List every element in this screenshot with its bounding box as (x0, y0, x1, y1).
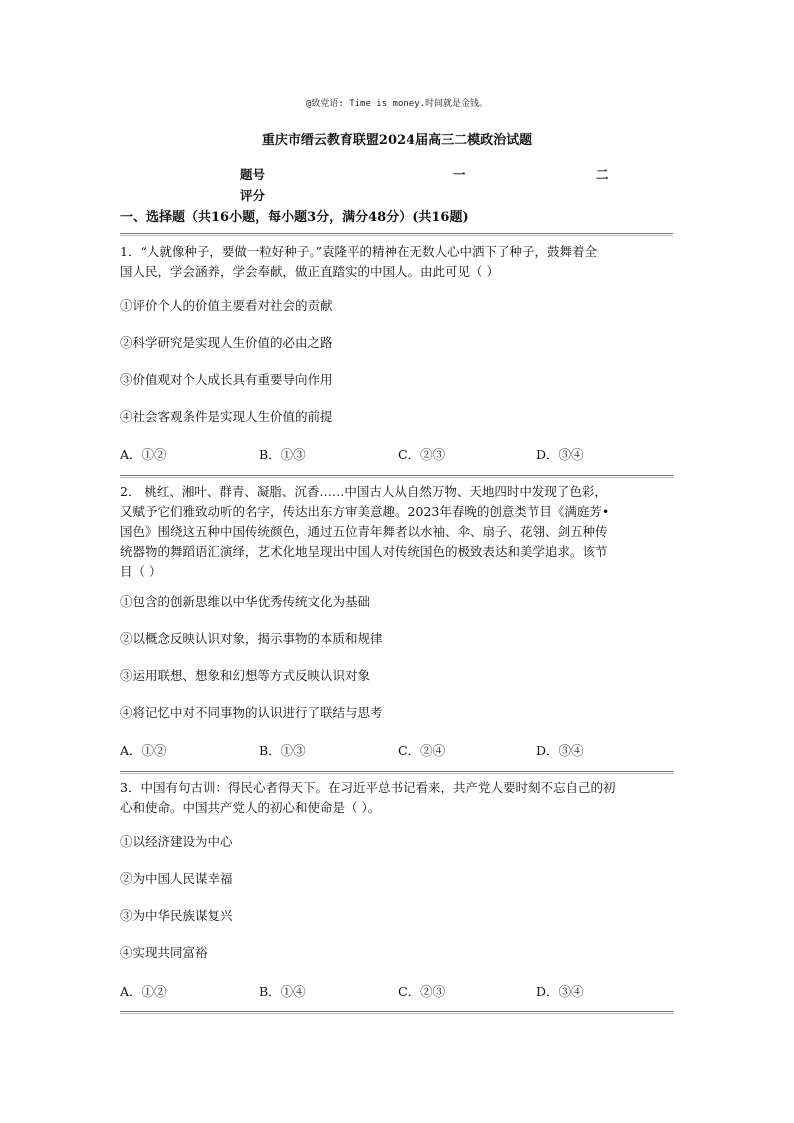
question-3-answer-b[interactable]: B．①④ (259, 984, 306, 999)
question-2-answer-d[interactable]: D．③④ (536, 743, 584, 758)
question-1-option-1: ①评价个人的价值主要看对社会的贡献 (120, 298, 333, 313)
question-2-stem (120, 482, 673, 582)
divider (120, 771, 673, 774)
question-3-answer-a[interactable]: A．①② (120, 984, 167, 999)
divider (120, 475, 673, 478)
question-3-answer-c[interactable]: C．②③ (398, 984, 446, 999)
question-2-stem-line-2: 又赋予它们雅致动听的名字，传达出东方审美意趣。2023年春晚的创意类节目《满庭芳• (120, 504, 610, 519)
question-1-answers (120, 445, 673, 465)
divider (120, 1011, 673, 1014)
question-1-stem (120, 242, 673, 282)
question-1-option-3: ③价值观对个人成长具有重要导向作用 (120, 372, 333, 387)
question-1-option-4: ④社会客观条件是实现人生价值的前提 (120, 409, 333, 424)
page-title: 重庆市缙云教育联盟2024届高三二模政治试题 (261, 133, 533, 148)
question-2-option-1: ①包含的创新思维以中华优秀传统文化为基础 (120, 594, 371, 609)
question-1-option-2: ②科学研究是实现人生价值的必由之路 (120, 335, 333, 350)
question-1-answer-a[interactable]: A．①② (120, 447, 167, 462)
question-3-answer-d[interactable]: D．③④ (536, 984, 584, 999)
question-2-answer-a[interactable]: A．①② (120, 743, 167, 758)
question-3-answers (120, 982, 673, 1002)
question-3-stem (120, 778, 673, 818)
question-3-option-1: ①以经济建设为中心 (120, 834, 233, 849)
question-2-stem-line-4: 统器物的舞蹈语汇演绎，艺术化地呈现出中国人对传统国色的极致表达和美学追求。该节 (120, 544, 608, 559)
question-2-stem-line-3: 国色》围绕这五种中国传统颜色，通过五位青年舞者以水袖、伞、扇子、花翎、剑五种传 (120, 524, 608, 539)
question-3-option-4: ④实现共同富裕 (120, 945, 208, 960)
section-heading: 一、选择题（共16小题，每小题3分，满分48分）(共16题) (120, 210, 469, 225)
question-1-stem-line-1: 1．“人就像种子，要做一粒好种子。”袁隆平的精神在无数人心中洒下了种子，鼓舞着全 (120, 244, 597, 259)
question-1-stem-line-2: 国人民，学会涵养，学会奉献，做正直踏实的中国人。由此可见（ ） (120, 264, 499, 279)
question-2-option-2: ②以概念反映认识对象，揭示事物的本质和规律 (120, 631, 383, 646)
question-2-stem-line-5: 目（ ） (120, 564, 162, 579)
question-3-stem-line-2: 心和使命。中国共产党人的初心和使命是（ ）。 (120, 800, 381, 815)
question-1-answer-c[interactable]: C．②③ (398, 447, 446, 462)
question-1-answer-b[interactable]: B．①③ (259, 447, 306, 462)
header-note: @致党语: Time is money.时间就是金钱。 (305, 99, 489, 109)
question-3-stem-line-1: 3．中国有句古训：得民心者得天下。在习近平总书记看来，共产党人要时刻不忘自己的初 (120, 780, 616, 795)
question-2-answers (120, 741, 673, 761)
score-col-2: 二 (596, 167, 609, 182)
score-row-label-number: 题号 (240, 167, 266, 182)
score-row-label-grade: 评分 (240, 188, 266, 203)
question-2-answer-b[interactable]: B．①③ (259, 743, 306, 758)
question-3-option-2: ②为中国人民谋幸福 (120, 871, 233, 886)
question-2-stem-line-1: 2． 桃红、湘叶、群青、凝脂、沉香……中国古人从自然万物、天地四时中发现了色彩， (120, 484, 607, 499)
question-2-answer-c[interactable]: C．②④ (398, 743, 446, 758)
question-2-option-3: ③运用联想、想象和幻想等方式反映认识对象 (120, 668, 371, 683)
question-3-option-3: ③为中华民族谋复兴 (120, 908, 233, 923)
divider (120, 233, 673, 236)
score-col-1: 一 (453, 167, 466, 182)
question-2-option-4: ④将记忆中对不同事物的认识进行了联结与思考 (120, 705, 383, 720)
question-1-answer-d[interactable]: D．③④ (536, 447, 584, 462)
